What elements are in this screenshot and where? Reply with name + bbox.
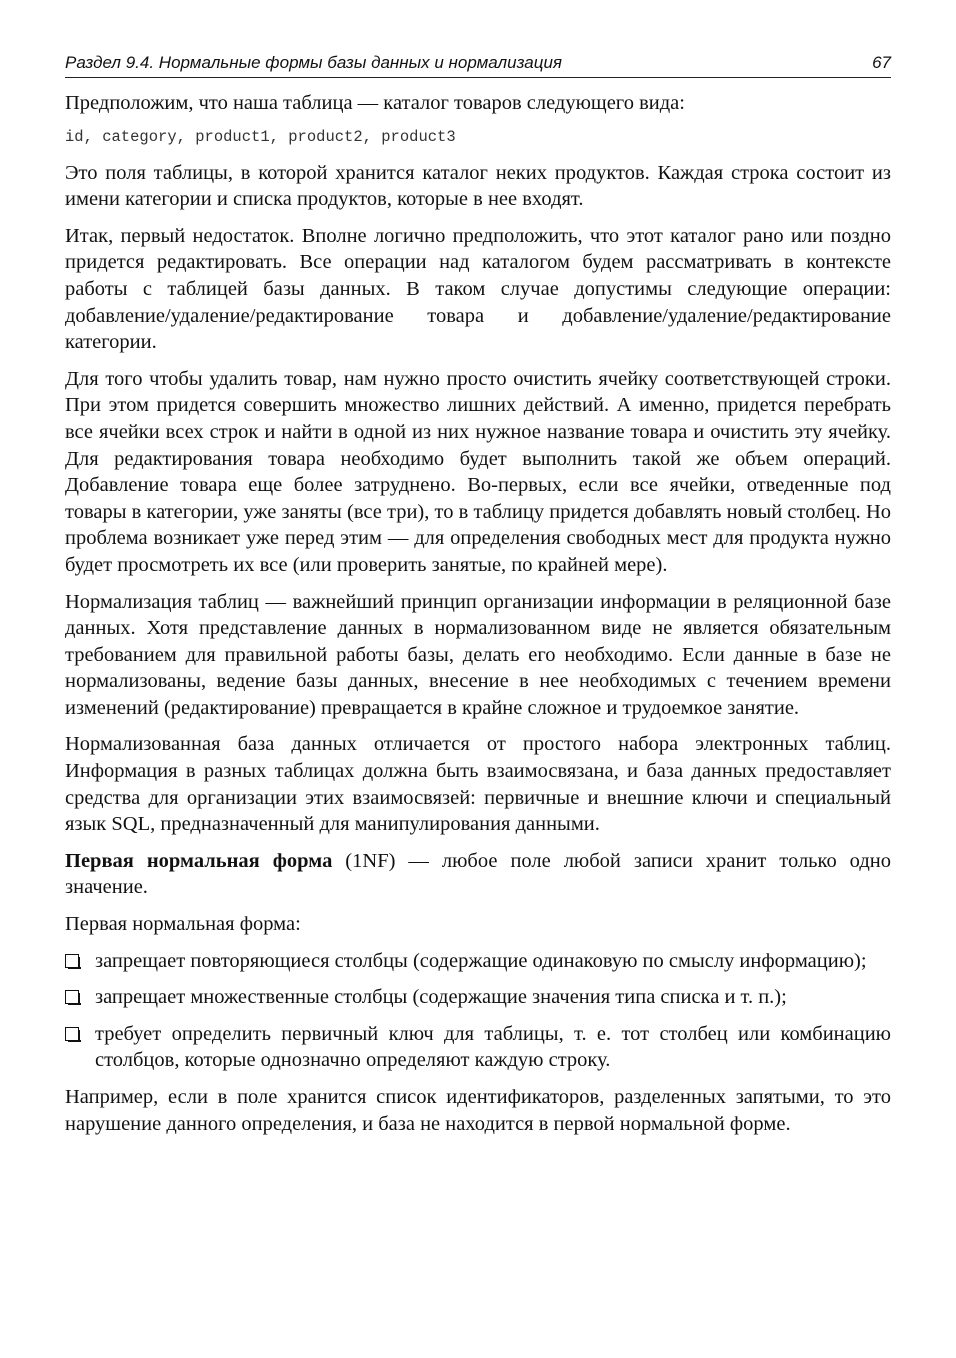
paragraph-delete-product: Для того чтобы удалить товар, нам нужно просто очистить ячейку соответствующей строки. При этом придется совершить множество лишних действий. А именно, придется перебрать все ячейки всех строк и найти в одной из них нужное название товара и очистить эту ячейку. Для редактирования товара необходимо будет выполнить такой же объем операций. Добавление товара еще более затруднено. Во-первых, если все ячейки, отведенные под товары в категории, уже заняты (все три), то в таблицу придется добавлять новый столбец. Но проблема возникает уже перед этим — для определения свободных мест для продукта нужно будет просмотреть их все (или проверить занятые, по крайней мере). (65, 367, 891, 576)
list-item-text: запрещает повторяющиеся столбцы (содержащие одинаковую по смыслу информацию); (95, 949, 867, 972)
list-item (65, 1021, 891, 1074)
list-item-text: запрещает множественные столбцы (содержащие значения типа списка и т. п.); (95, 986, 787, 1009)
paragraph-example: Например, если в поле хранится список идентификаторов, разделенных запятыми, то это нарушение данного определения, и база не находится в первой нормальной форме. (65, 1086, 891, 1135)
list-item (65, 984, 891, 1011)
paragraph-first-drawback: Итак, первый недостаток. Вполне логично предположить, что этот каталог рано или поздно придется редактировать. Все операции над каталогом будем рассматривать в контексте работы с таблицей базы данных. В таком случае допустимы следующие операции: добавление/удаление/редактирование товара и добавление/удаление/редактирование категории. (65, 224, 891, 354)
paragraph-normalization: Нормализация таблиц — важнейший принцип организации информации в реляционной базе данных. Хотя представление данных в нормализованном виде не является обязательным требованием для правильной работы базы, делать его необходимо. Если данные в базе не нормализованы, ведение базы данных, внесение в нее необходимых с течением времени изменений (редактирование) превращается в крайне сложное и трудоемкое занятие. (65, 590, 891, 719)
list-item-text: требует определить первичный ключ для таблицы, т. е. тот столбец или комбинацию столбцов, которые однозначно определяют каждую строку. (95, 1022, 891, 1072)
paragraph-normalized-db: Нормализованная база данных отличается от простого набора электронных таблиц. Информация в разных таблицах должна быть взаимосвязана, и база данных предоставляет средства для организации этих взаимосвязей: первичные и внешние ключи и специальный язык SQL, предназначенный для манипулирования данными. (65, 733, 891, 836)
paragraph-intro: Предположим, что наша таблица — каталог товаров следующего вида: (65, 92, 685, 114)
paragraph-1nf-definition (65, 848, 891, 901)
term-1nf: Первая нормальная форма (65, 849, 333, 872)
checkbox-square-icon (65, 990, 79, 1004)
book-page (65, 52, 891, 1147)
checkbox-square-icon (65, 954, 79, 968)
paragraph-1nf-lead: Первая нормальная форма: (65, 913, 301, 936)
checkbox-square-icon (65, 1027, 79, 1041)
list-item (65, 948, 891, 975)
rules-list (65, 948, 891, 1074)
page-number: 67 (872, 53, 891, 72)
section-title: Раздел 9.4. Нормальные формы базы данных и нормализация (65, 53, 562, 72)
definition-1nf: (1NF) — любое поле любой записи хранит только одно значение. (65, 849, 891, 899)
code-fields: id, category, product1, product2, product3 (65, 127, 456, 146)
page-body (65, 90, 891, 1137)
running-header (65, 52, 891, 78)
paragraph-fields: Это поля таблицы, в которой хранится каталог неких продуктов. Каждая строка состоит из имени категории и списка продуктов, которые в нее входят. (65, 161, 891, 211)
